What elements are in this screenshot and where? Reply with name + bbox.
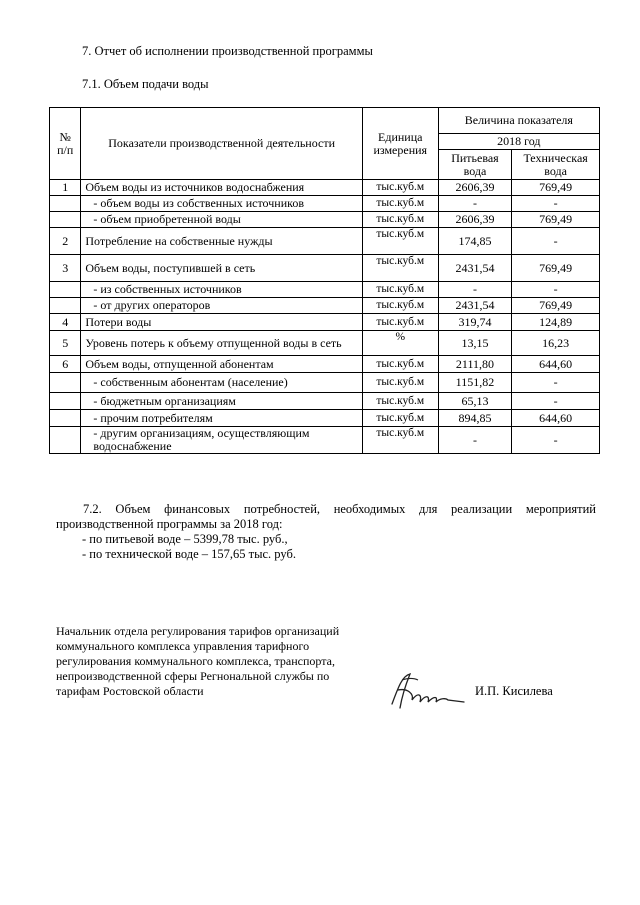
finance-item-drinking: - по питьевой воде – 5399,78 тыс. руб., (82, 532, 288, 546)
row-num (50, 373, 81, 393)
row-drinking-value: 174,85 (438, 228, 512, 255)
row-indicator: - от других операторов (81, 298, 362, 314)
row-indicator: - другим организациям, осуществляющим водоснабжение (81, 427, 362, 454)
row-indicator: - из собственных источников (81, 282, 362, 298)
table-row (50, 427, 600, 454)
table-body (50, 180, 600, 454)
section-7-2-text: 7.2. Объем финансовых потребностей, необходимых для реализации мероприятий производственной программы за 2018 год: (56, 502, 596, 531)
header-unit: Единица измерения (362, 108, 438, 180)
table-row (50, 373, 600, 393)
row-indicator: Потери воды (81, 314, 362, 331)
position-line: непроизводственной сферы Регнональной службы по (56, 669, 330, 683)
table-row (50, 393, 600, 410)
row-technical-value: 769,49 (512, 212, 600, 228)
row-num: 6 (50, 356, 81, 373)
row-technical-value: 769,49 (512, 255, 600, 282)
row-num (50, 298, 81, 314)
row-unit: тыс.куб.м (362, 180, 438, 196)
row-indicator: Уровень потерь к объему отпущенной воды в сеть (81, 331, 362, 356)
row-unit: тыс.куб.м (362, 393, 438, 410)
row-technical-value: 16,23 (512, 331, 600, 356)
section-7-title: 7. Отчет об исполнении производственной программы (82, 44, 373, 58)
position-line: коммунального комплекса управления тарифного (56, 639, 310, 653)
row-drinking-value: 2431,54 (438, 298, 512, 314)
row-technical-value: - (512, 427, 600, 454)
row-indicator: Объем воды из источников водоснабжения (81, 180, 362, 196)
header-year: 2018 год (438, 134, 599, 150)
row-indicator: - объем воды из собственных источников (81, 196, 362, 212)
row-technical-value: 769,49 (512, 298, 600, 314)
section-7-2 (56, 502, 596, 562)
header-num: № п/п (50, 108, 81, 180)
row-technical-value: 769,49 (512, 180, 600, 196)
row-drinking-value: 2606,39 (438, 212, 512, 228)
row-drinking-value: 2431,54 (438, 255, 512, 282)
row-indicator: - бюджетным организациям (81, 393, 362, 410)
row-technical-value: 124,89 (512, 314, 600, 331)
row-num: 3 (50, 255, 81, 282)
row-technical-value: - (512, 196, 600, 212)
row-unit: тыс.куб.м (362, 427, 438, 454)
row-num (50, 427, 81, 454)
row-indicator: - собственным абонентам (население) (81, 373, 362, 393)
row-technical-value: - (512, 282, 600, 298)
row-num: 1 (50, 180, 81, 196)
row-technical-value: - (512, 228, 600, 255)
row-technical-value: - (512, 393, 600, 410)
row-unit: тыс.куб.м (362, 356, 438, 373)
row-indicator: - прочим потребителям (81, 410, 362, 427)
header-indicator: Показатели производственной деятельности (81, 108, 362, 180)
row-unit: тыс.куб.м (362, 228, 438, 255)
row-unit: тыс.куб.м (362, 212, 438, 228)
signatory-name: И.П. Кисилева (475, 684, 553, 698)
row-technical-value: - (512, 373, 600, 393)
position-line: регулирования коммунального комплекса, транспорта, (56, 654, 335, 668)
row-num (50, 410, 81, 427)
row-drinking-value: 894,85 (438, 410, 512, 427)
row-indicator: - объем приобретенной воды (81, 212, 362, 228)
row-num (50, 196, 81, 212)
table-row (50, 228, 600, 255)
row-num: 4 (50, 314, 81, 331)
row-drinking-value: 13,15 (438, 331, 512, 356)
row-unit: тыс.куб.м (362, 314, 438, 331)
section-7-1-title: 7.1. Объем подачи воды (82, 77, 209, 91)
row-unit: тыс.куб.м (362, 410, 438, 427)
table-row (50, 314, 600, 331)
row-drinking-value: 319,74 (438, 314, 512, 331)
table-row (50, 212, 600, 228)
row-unit: тыс.куб.м (362, 255, 438, 282)
row-drinking-value: 2606,39 (438, 180, 512, 196)
row-drinking-value: 1151,82 (438, 373, 512, 393)
table-row (50, 410, 600, 427)
row-technical-value: 644,60 (512, 410, 600, 427)
position-line: тарифам Ростовской области (56, 684, 204, 698)
row-indicator: Объем воды, поступившей в сеть (81, 255, 362, 282)
row-num (50, 393, 81, 410)
header-drinking: Питьевая вода (438, 150, 512, 180)
table-row (50, 298, 600, 314)
row-drinking-value: - (438, 427, 512, 454)
row-indicator: Объем воды, отпущенной абонентам (81, 356, 362, 373)
table-row (50, 196, 600, 212)
table-row (50, 331, 600, 356)
row-num: 2 (50, 228, 81, 255)
header-technical: Техническая вода (512, 150, 600, 180)
row-drinking-value: 2111,80 (438, 356, 512, 373)
handwritten-signature (388, 668, 468, 712)
position-line: Начальник отдела регулирования тарифов организаций (56, 624, 340, 638)
row-num (50, 212, 81, 228)
table-row (50, 255, 600, 282)
header-value: Величина показателя (438, 108, 599, 134)
table-row (50, 282, 600, 298)
row-unit: % (362, 331, 438, 356)
water-supply-table (49, 107, 600, 454)
row-num: 5 (50, 331, 81, 356)
table-row (50, 180, 600, 196)
finance-item-technical: - по технической воде – 157,65 тыс. руб. (82, 547, 296, 561)
row-drinking-value: - (438, 282, 512, 298)
row-unit: тыс.куб.м (362, 298, 438, 314)
row-unit: тыс.куб.м (362, 373, 438, 393)
signatory-position (56, 624, 386, 699)
row-unit: тыс.куб.м (362, 282, 438, 298)
row-indicator: Потребление на собственные нужды (81, 228, 362, 255)
table-row (50, 356, 600, 373)
row-technical-value: 644,60 (512, 356, 600, 373)
row-drinking-value: - (438, 196, 512, 212)
row-unit: тыс.куб.м (362, 196, 438, 212)
row-drinking-value: 65,13 (438, 393, 512, 410)
row-num (50, 282, 81, 298)
